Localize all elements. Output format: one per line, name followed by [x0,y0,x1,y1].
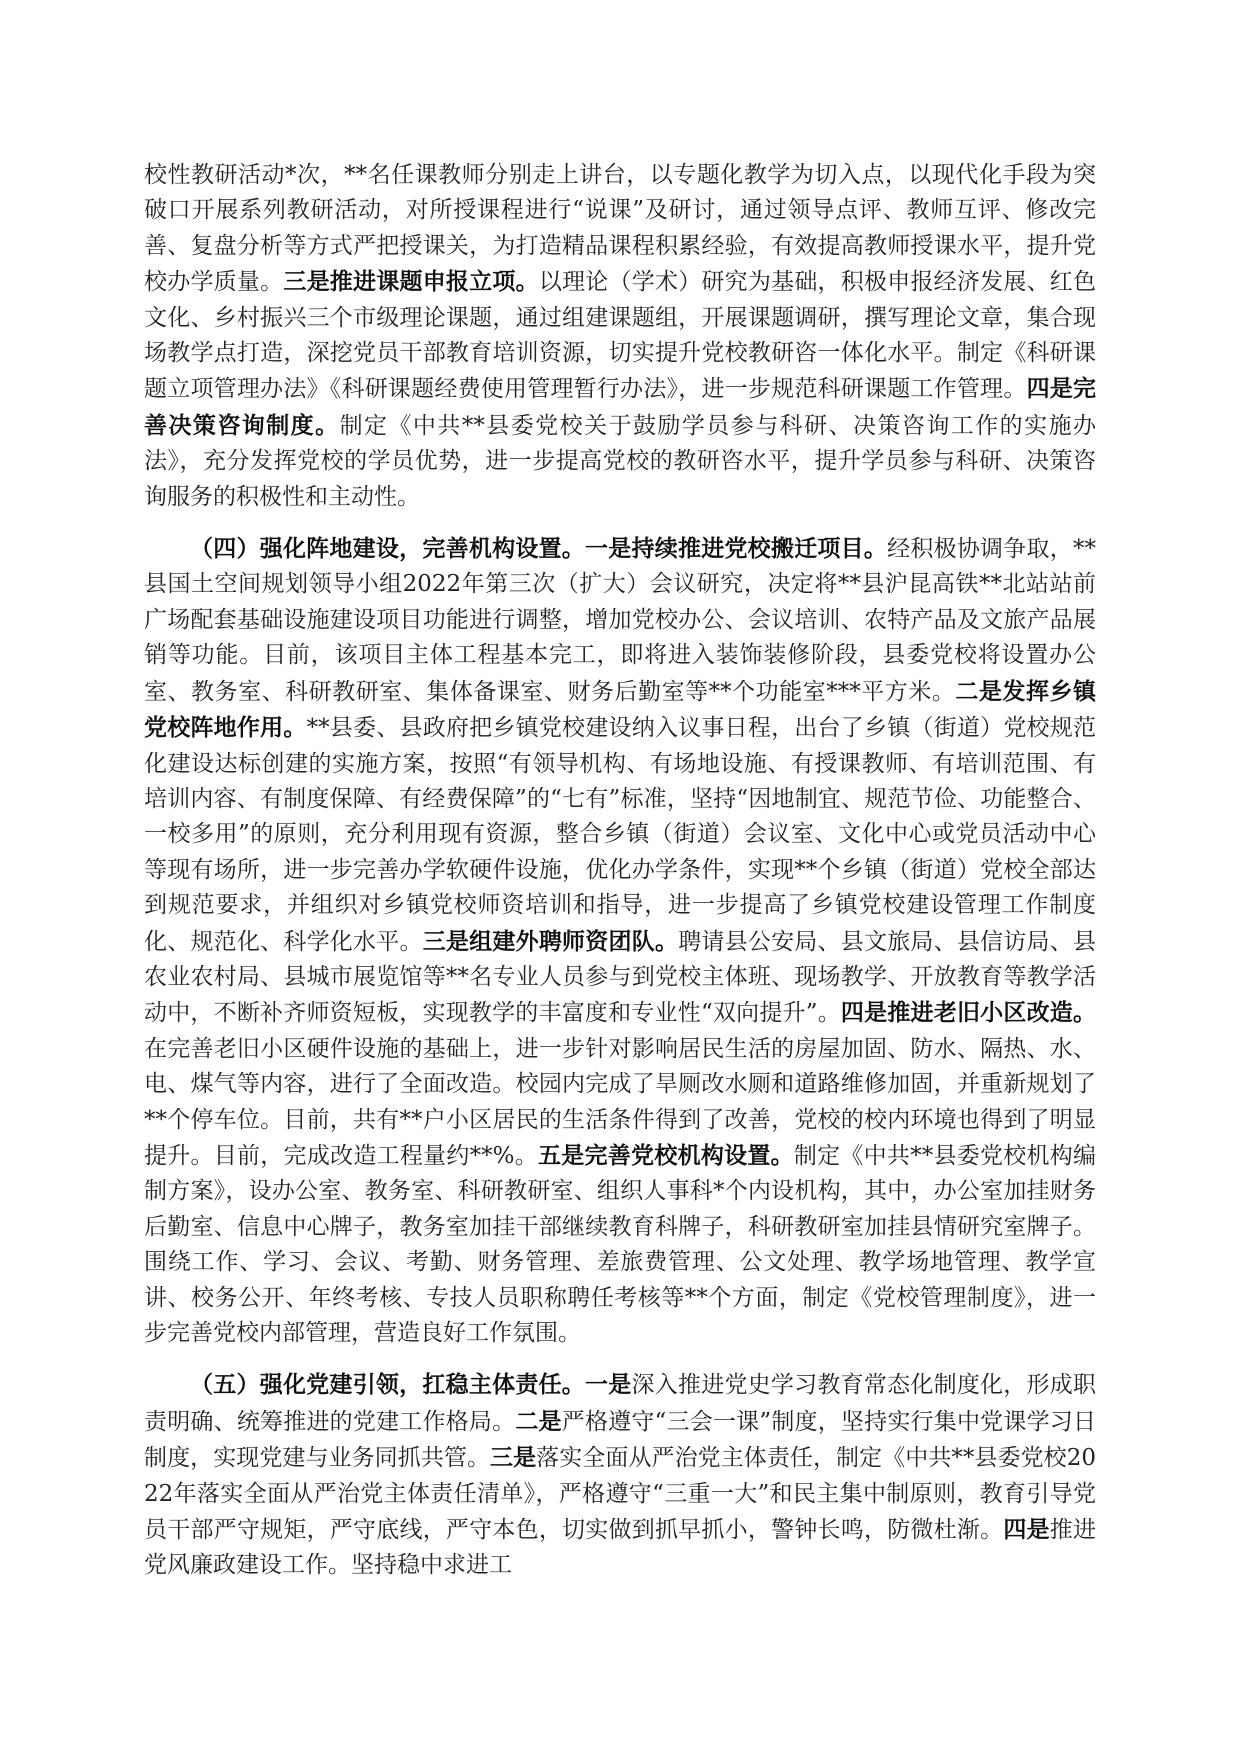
text-run: 落实全面从严治党主体责任，制定《中共**县委党校2022年落实全面从严治党主体责任清单》，严格遵守“三重一大”和民主集中制原则，教育引导党员干部严守规矩，严守底线，严守本色，切实做到抓早抓小，警钟长鸣，防微杜渐。 [144,1445,1097,1544]
bold-heading-run: 三是组建外聘师资团队。 [422,927,679,955]
bold-heading-run: 三是 [490,1444,537,1472]
bold-heading-run: 四是 [1003,1516,1050,1544]
text-run: 严格遵守“三会一课”制度，坚持实行集中党课学习日制度，实现党建与业务同抓共管。 [144,1408,1097,1472]
text-run: 在完善老旧小区硬件设施的基础上，进一步针对影响居民生活的房屋加固、防水、隔热、水、电、煤气等内容，进行了全面改造。校园内完成了旱厕改水厕和道路维修加固，并重新规划了**个停车位。目前，共有**户小区居民的生活条件得到了改善，党校的校内环境也得到了明显提升。目前，完成改造工程量约**%。 [144,1035,1096,1169]
text-run: 深入推进党史学习教育常态化制度化，形成职责明确、统筹推进的党建工作格局。 [144,1372,1097,1435]
bold-heading-run: 二是发挥乡镇党校阵地作用。 [144,677,1097,742]
bold-heading-run: 四是推进老旧小区改造。 [840,999,1096,1027]
text-run: 制定《中共**县委党校关于鼓励学员参与科研、决策咨询工作的实施办法》，充分发挥党校的学员优势，进一步提高党校的教研咨水平，提升学员参与科研、决策咨询服务的积极性和主动性。 [144,412,1097,510]
text-run: 校性教研活动*次，**名任课教师分别走上讲台，以专题化教学为切入点，以现代化手段为突破口开展系列教研活动，对所授课程进行“说课”及研讨，通过领导点评、教师互评、修改完善、复盘分析等方式严把授课关，为打造精品课程积累经验，有效提高教师授课水平，提升党校办学质量。 [144,162,1096,296]
bold-heading-run: 二是 [515,1407,562,1435]
text-run: 推进党风廉政建设工作。坚持稳中求进工 [144,1517,1097,1579]
paragraph-research [144,158,1096,515]
bold-heading-run: 三是推进课题申报立项。 [283,268,539,296]
document-page [144,158,1096,1584]
text-run: 制定《中共**县委党校机构编制方案》，设办公室、教务室、科研教研室、组织人事科*个内设机构，其中，办公室加挂财务后勤室、信息中心牌子，教务室加挂干部继续教育科牌子，科研教研室加挂县情研究室牌子。围绕工作、学习、会议、考勤、财务管理、差旅费管理、公文处理、教学场地管理、教学宣讲、校务公开、年终考核、专技人员职称聘任考核等**个方面，制定《党校管理制度》，进一步完善党校内部管理，营造良好工作氛围。 [144,1142,1097,1346]
text-run: 以理论（学术）研究为基础，积极申报经济发展、红色文化、乡村振兴三个市级理论课题，通过组建课题组，开展课题调研，撰写理论文章，集合现场教学点打造，深挖党员干部教育培训资源，切实提升党校教研咨一体化水平。制定《科研课题立项管理办法》《科研课题经费使用管理暂行办法》，进一步规范科研课题工作管理。 [144,269,1097,403]
bold-heading-run: 五是完善党校机构设置。 [538,1141,794,1169]
paragraph-section-4 [144,531,1096,1351]
section-heading-run: （四）强化阵地建设，完善机构设置。一是持续推进党校搬迁项目。 [190,535,888,563]
text-run: 经积极协调争取，**县国土空间规划领导小组2022年第三次（扩大）会议研究，决定将**县沪昆高铁**北站站前广场配套基础设施建设项目功能进行调整，增加党校办公、会议培训、农特产品及文旅产品展销等功能。目前，该项目主体工程基本完工，即将进入装饰装修阶段，县委党校将设置办公室、教务室、科研教研室、集体备课室、财务后勤室等**个功能室***平方米。 [144,536,1097,705]
section-heading-run: （五）强化党建引领，扛稳主体责任。一是 [190,1371,632,1399]
text-run: **县委、县政府把乡镇党校建设纳入议事日程，出台了乡镇（街道）党校规范化建设达标创建的实施方案，按照“有领导机构、有场地设施、有授课教师、有培训范围、有培训内容、有制度保障、有经费保障”的“七有”标准，坚持“因地制宜、规范节俭、功能整合、一校多用”的原则，充分利用现有资源，整合乡镇（街道）会议室、文化中心或党员活动中心等现有场所，进一步完善办学软硬件设施，优化办学条件，实现**个乡镇（街道）党校全部达到规范要求，并组织对乡镇党校师资培训和指导，进一步提高了乡镇党校建设管理工作制度化、规范化、科学化水平。 [144,715,1097,955]
text-run: 聘请县公安局、县文旅局、县信访局、县农业农村局、县城市展览馆等**名专业人员参与到党校主体班、现场教学、开放教育等教学活动中，不断补齐师资短板，实现教学的丰富度和专业性“双向提升”。 [144,928,1097,1027]
bold-heading-run: 四是完善决策咨询制度。 [144,375,1097,439]
paragraph-section-5 [144,1367,1096,1583]
